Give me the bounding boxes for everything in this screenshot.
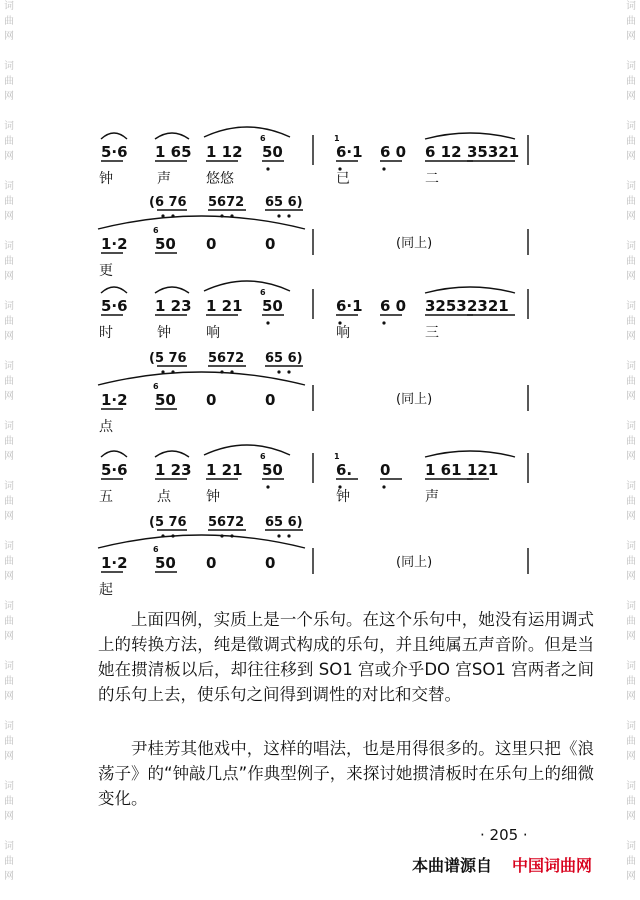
- grace-note: 6: [153, 382, 159, 391]
- note-group: 121: [467, 461, 499, 479]
- watermark-char: 曲: [4, 316, 14, 327]
- accomp-notes: 65 6): [265, 515, 303, 530]
- watermark-char: 网: [626, 31, 636, 42]
- lyric: 五: [99, 489, 113, 505]
- accomp-notes: (5 76: [149, 351, 187, 366]
- lyric: 钟: [206, 489, 220, 505]
- watermark-char: 曲: [626, 496, 636, 507]
- slur: [425, 287, 515, 293]
- grace-note: 6: [153, 226, 159, 235]
- note-group: 50: [155, 554, 176, 572]
- octave-dot: [277, 214, 280, 217]
- watermark-char: 曲: [4, 796, 14, 807]
- watermark-char: 词: [4, 841, 14, 852]
- note-group: 1·2: [101, 235, 128, 253]
- watermark-char: 词: [626, 361, 636, 372]
- lyric: 钟: [99, 171, 113, 187]
- note-group: 5·6: [101, 297, 128, 315]
- watermark-char: 网: [626, 811, 636, 822]
- note-group: 0: [206, 391, 217, 409]
- watermark-char: 词: [4, 241, 14, 252]
- watermark-char: 曲: [4, 856, 14, 867]
- watermark-char: 曲: [626, 16, 636, 27]
- watermark-char: 词: [4, 361, 14, 372]
- watermark-char: 词: [626, 601, 636, 612]
- note-group: 0: [265, 554, 276, 572]
- watermark-char: 曲: [4, 736, 14, 747]
- watermark-char: 网: [626, 631, 636, 642]
- watermark-char: 网: [626, 571, 636, 582]
- slur: [155, 287, 189, 293]
- watermark-char: 网: [4, 271, 14, 282]
- accomp-notes: 5672: [208, 195, 245, 210]
- slur: [425, 133, 515, 139]
- watermark-char: 词: [626, 1, 636, 12]
- watermark-char: 网: [626, 691, 636, 702]
- footer-source-label: 本曲谱源自: [412, 856, 493, 875]
- grace-note: 6: [260, 134, 266, 143]
- watermark-char: 词: [4, 721, 14, 732]
- note-group: 50: [262, 461, 283, 479]
- watermark-char: 网: [4, 691, 14, 702]
- watermark-char: 曲: [626, 616, 636, 627]
- watermark-group: [624, 660, 638, 720]
- watermark-char: 曲: [4, 676, 14, 687]
- lyric: 更: [99, 263, 113, 279]
- watermark-group: [2, 840, 16, 900]
- lyric: 点: [99, 419, 113, 435]
- same-as-above: (同上): [396, 392, 433, 407]
- lyric: 钟: [336, 489, 350, 505]
- note-group: 6·1: [336, 143, 363, 161]
- watermark-char: 曲: [4, 496, 14, 507]
- lyric: 时: [99, 325, 113, 341]
- watermark-char: 曲: [4, 556, 14, 567]
- octave-dot: [382, 485, 385, 488]
- note-group: 1 65: [155, 143, 192, 161]
- watermark-char: 网: [4, 811, 14, 822]
- watermark-char: 词: [626, 241, 636, 252]
- lyric: 响: [206, 325, 220, 341]
- watermark-char: 曲: [626, 556, 636, 567]
- watermark-char: 词: [4, 661, 14, 672]
- accomp-notes: 5672: [208, 351, 245, 366]
- watermark-char: 曲: [4, 76, 14, 87]
- watermark-char: 词: [626, 841, 636, 852]
- watermark-group: [2, 720, 16, 780]
- note-group: 1 61: [425, 461, 462, 479]
- note-group: 0: [265, 391, 276, 409]
- grace-note: 1: [334, 452, 340, 461]
- note-group: 0: [380, 461, 391, 479]
- grace-note: 6: [260, 288, 266, 297]
- watermark-char: 网: [4, 151, 14, 162]
- watermark-char: 曲: [626, 436, 636, 447]
- watermark-char: 词: [4, 61, 14, 72]
- watermark-char: 词: [4, 781, 14, 792]
- lyric: 三: [425, 325, 439, 341]
- watermark-char: 曲: [4, 616, 14, 627]
- watermark-group: [2, 660, 16, 720]
- watermark-char: 曲: [626, 376, 636, 387]
- lyric: 悠悠: [206, 171, 234, 187]
- watermark-char: 曲: [626, 196, 636, 207]
- octave-dot: [266, 321, 269, 324]
- watermark-group: [2, 780, 16, 840]
- note-group: 6 0: [380, 143, 407, 161]
- lyric: 已: [336, 171, 350, 187]
- watermark-char: 网: [4, 631, 14, 642]
- watermark-char: 词: [626, 181, 636, 192]
- watermark-char: 网: [626, 211, 636, 222]
- watermark-char: 词: [4, 121, 14, 132]
- watermark-char: 曲: [626, 76, 636, 87]
- watermark-group: [624, 780, 638, 840]
- watermark-char: 曲: [4, 436, 14, 447]
- watermark-char: 网: [626, 451, 636, 462]
- accomp-notes: (6 76: [149, 195, 187, 210]
- watermark-char: 曲: [626, 316, 636, 327]
- watermark-char: 词: [626, 421, 636, 432]
- watermark-char: 曲: [626, 856, 636, 867]
- watermark-char: 网: [4, 451, 14, 462]
- watermark-char: 曲: [4, 16, 14, 27]
- watermark-char: 网: [626, 751, 636, 762]
- same-as-above: (同上): [396, 236, 433, 251]
- note-group: 50: [262, 143, 283, 161]
- watermark-char: 网: [4, 391, 14, 402]
- note-group: 5·6: [101, 143, 128, 161]
- slur: [101, 451, 127, 457]
- phrase-slur: [98, 216, 305, 229]
- note-group: 2321: [467, 297, 509, 315]
- accomp-notes: (5 76: [149, 515, 187, 530]
- grace-note: 1: [334, 134, 340, 143]
- paragraph-1: 上面四例，实质上是一个乐句。在这个乐句中，她没有运用调式上的转换方法，纯是徵调式构成的乐句，并且纯属五声音阶。但是当她在掼清板以后，却往往移到 SO1 宫或介乎DO 宫SO1 宫两者之间的乐句上去，使乐句之间得到调性的对比和交替。: [98, 610, 594, 704]
- note-group: 0: [206, 554, 217, 572]
- octave-dot: [287, 370, 290, 373]
- note-group: 6.: [336, 461, 353, 479]
- watermark-char: 网: [626, 151, 636, 162]
- note-group: 1 12: [206, 143, 243, 161]
- note-group: 50: [262, 297, 283, 315]
- watermark-char: 词: [626, 781, 636, 792]
- watermark-char: 曲: [626, 676, 636, 687]
- lyric: 点: [157, 489, 171, 505]
- watermark-char: 曲: [626, 736, 636, 747]
- footer-site-link[interactable]: 中国词曲网: [512, 856, 593, 875]
- watermark-char: 网: [626, 871, 636, 882]
- watermark-char: 网: [4, 91, 14, 102]
- note-group: 0: [265, 235, 276, 253]
- watermark-char: 词: [4, 301, 14, 312]
- slur: [204, 127, 290, 137]
- watermark-char: 词: [4, 1, 14, 12]
- note-group: 1 23: [155, 297, 192, 315]
- watermark-char: 词: [4, 481, 14, 492]
- slur: [425, 451, 515, 457]
- accomp-notes: 5672: [208, 515, 245, 530]
- note-group: 1·2: [101, 391, 128, 409]
- note-group: 1 21: [206, 297, 243, 315]
- paragraph-2: 尹桂芳其他戏中，这样的唱法，也是用得很多的。这里只把《浪荡子》的“钟敲几点”作典型例子，来探讨她掼清板时在乐句上的细微变化。: [98, 739, 594, 808]
- watermark-char: 词: [626, 541, 636, 552]
- watermark-char: 网: [4, 511, 14, 522]
- grace-note: 6: [260, 452, 266, 461]
- watermark-char: 网: [4, 331, 14, 342]
- lyric: 起: [99, 582, 113, 598]
- lyric: 钟: [157, 325, 171, 341]
- watermark-char: 词: [626, 61, 636, 72]
- note-group: 1 21: [206, 461, 243, 479]
- lyric: 响: [336, 325, 350, 341]
- slur: [101, 133, 127, 139]
- note-group: 6 12: [425, 143, 462, 161]
- slur: [204, 445, 290, 455]
- watermark-char: 词: [626, 301, 636, 312]
- watermark-char: 网: [4, 871, 14, 882]
- watermark-char: 网: [626, 91, 636, 102]
- watermark-group: [2, 600, 16, 660]
- watermark-char: 网: [626, 331, 636, 342]
- watermark-char: 词: [4, 421, 14, 432]
- slur: [204, 281, 290, 291]
- lyric: 二: [425, 171, 439, 187]
- watermark-char: 曲: [4, 196, 14, 207]
- accomp-notes: 65 6): [265, 351, 303, 366]
- note-group: 50: [155, 235, 176, 253]
- accomp-notes: 65 6): [265, 195, 303, 210]
- watermark-char: 网: [4, 751, 14, 762]
- watermark-char: 网: [4, 31, 14, 42]
- watermark-char: 词: [4, 541, 14, 552]
- page-number: · 205 ·: [480, 826, 528, 844]
- watermark-char: 词: [626, 481, 636, 492]
- footer-source: [412, 853, 592, 876]
- watermark-char: 词: [626, 661, 636, 672]
- watermark-char: 网: [626, 391, 636, 402]
- octave-dot: [266, 485, 269, 488]
- watermark-char: 网: [4, 571, 14, 582]
- octave-dot: [382, 321, 385, 324]
- phrase-slur: [98, 535, 305, 548]
- octave-dot: [382, 167, 385, 170]
- watermark-char: 曲: [4, 376, 14, 387]
- watermark-group: [624, 840, 638, 900]
- phrase-slur: [98, 372, 305, 385]
- same-as-above: (同上): [396, 555, 433, 570]
- watermark-char: 网: [626, 511, 636, 522]
- watermark-char: 词: [626, 121, 636, 132]
- watermark-char: 曲: [626, 256, 636, 267]
- watermark-char: 词: [626, 721, 636, 732]
- note-group: 6 0: [380, 297, 407, 315]
- octave-dot: [287, 214, 290, 217]
- note-group: 35321: [467, 143, 520, 161]
- watermark-group: [624, 600, 638, 660]
- watermark-char: 网: [4, 211, 14, 222]
- watermark-char: 词: [4, 181, 14, 192]
- octave-dot: [277, 534, 280, 537]
- note-group: 1·2: [101, 554, 128, 572]
- note-group: 50: [155, 391, 176, 409]
- watermark-group: [624, 720, 638, 780]
- lyric: 声: [425, 489, 439, 505]
- watermark-char: 曲: [4, 136, 14, 147]
- slur: [155, 451, 189, 457]
- note-group: 1 23: [155, 461, 192, 479]
- lyric: 声: [157, 171, 171, 187]
- slur: [155, 133, 189, 139]
- watermark-char: 曲: [626, 796, 636, 807]
- slur: [101, 287, 127, 293]
- grace-note: 6: [153, 545, 159, 554]
- note-group: 3253: [425, 297, 467, 315]
- watermark-char: 网: [626, 271, 636, 282]
- watermark-char: 曲: [4, 256, 14, 267]
- watermark-char: 曲: [626, 136, 636, 147]
- note-group: 5·6: [101, 461, 128, 479]
- octave-dot: [266, 167, 269, 170]
- octave-dot: [287, 534, 290, 537]
- watermark-char: 词: [4, 601, 14, 612]
- octave-dot: [277, 370, 280, 373]
- note-group: 6·1: [336, 297, 363, 315]
- note-group: 0: [206, 235, 217, 253]
